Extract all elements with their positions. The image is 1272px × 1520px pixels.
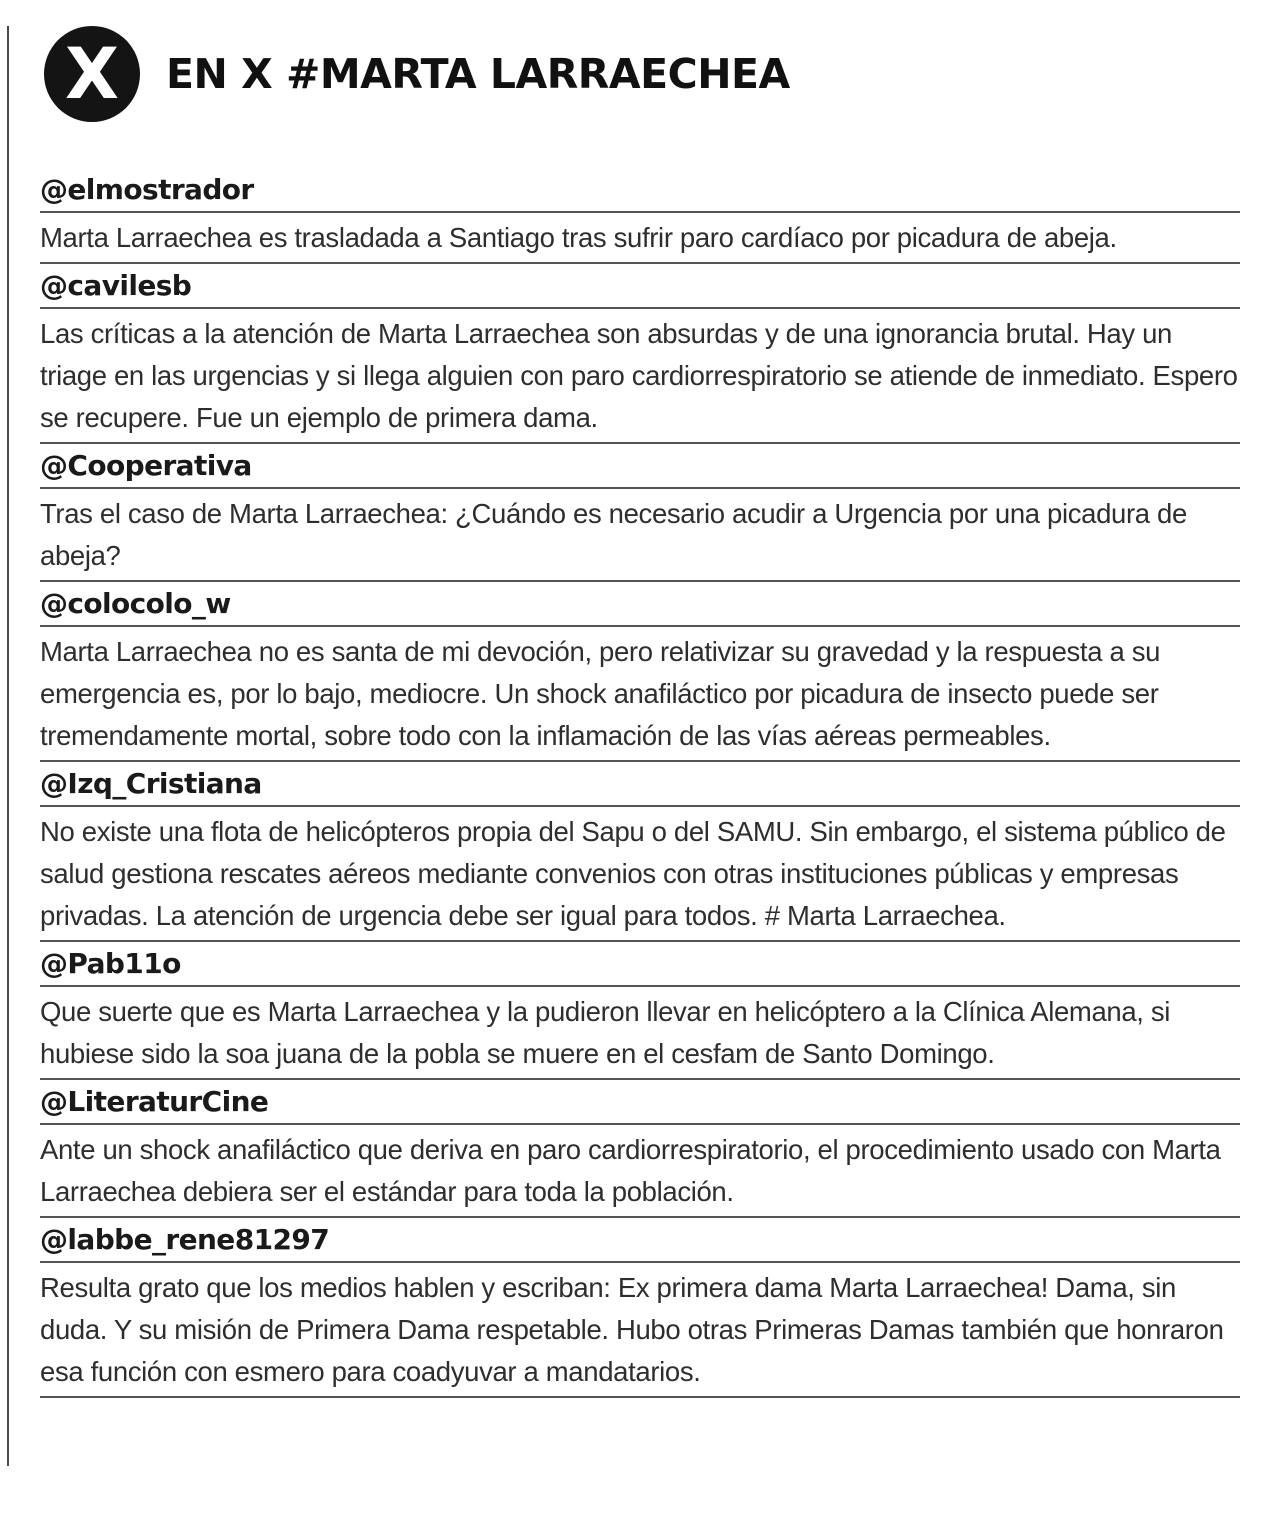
section-title: EN X #MARTA LARRAECHEA: [166, 50, 790, 98]
post-item: [40, 168, 1240, 264]
post-item: [40, 1080, 1240, 1218]
post-list: [40, 168, 1240, 1398]
post-text: Resulta grato que los medios hablen y escriban: Ex primera dama Marta Larraechea! Dama, sin duda. Y su misión de Primera Dama respetable. Hubo otras Primeras Damas también que honraron esa función con esmero para coadyuvar a mandatarios.: [40, 1272, 1224, 1387]
post-item: [40, 582, 1240, 762]
post-item: [40, 444, 1240, 582]
post-handle: @elmostrador: [40, 168, 1240, 213]
post-text: Que suerte que es Marta Larraechea y la pudieron llevar en helicóptero a la Clínica Alemana, si hubiese sido la soa juana de la pobla se muere en el cesfam de Santo Domingo.: [40, 996, 1171, 1069]
post-handle: @Cooperativa: [40, 444, 1240, 489]
left-column-rule: [7, 26, 9, 1466]
post-text: No existe una flota de helicópteros propia del Sapu o del SAMU. Sin embargo, el sistema público de salud gestiona rescates aéreos mediante convenios con otras instituciones públicas y empresas privadas. La atención de urgencia debe ser igual para todos. # Marta Larraechea.: [40, 816, 1226, 931]
section-header: [44, 26, 790, 122]
post-item: [40, 264, 1240, 444]
post-text: Tras el caso de Marta Larraechea: ¿Cuándo es necesario acudir a Urgencia por una picadura de abeja?: [40, 498, 1187, 571]
post-item: [40, 942, 1240, 1080]
post-text: Las críticas a la atención de Marta Larraechea son absurdas y de una ignorancia brutal. Hay un triage en las urgencias y si llega alguien con paro cardiorrespiratorio se atiende de inmediato. Espero se recupere. Fue un ejemplo de primera dama.: [40, 318, 1238, 433]
post-handle: @Izq_Cristiana: [40, 762, 1240, 807]
post-handle: @colocolo_w: [40, 582, 1240, 627]
post-handle: @LiteraturCine: [40, 1080, 1240, 1125]
x-logo-icon: X: [44, 26, 140, 122]
post-item: [40, 762, 1240, 942]
post-item: [40, 1218, 1240, 1398]
post-text: Ante un shock anafiláctico que deriva en paro cardiorrespiratorio, el procedimiento usado con Marta Larraechea debiera ser el estándar para toda la población.: [40, 1134, 1221, 1207]
post-text: Marta Larraechea no es santa de mi devoción, pero relativizar su gravedad y la respuesta a su emergencia es, por lo bajo, mediocre. Un shock anafiláctico por picadura de insecto puede ser tremendamente mortal, sobre todo con la inflamación de las vías aéreas permeables.: [40, 636, 1161, 751]
post-handle: @labbe_rene81297: [40, 1218, 1240, 1263]
post-handle: @cavilesb: [40, 264, 1240, 309]
post-text: Marta Larraechea es trasladada a Santiago tras sufrir paro cardíaco por picadura de abeja.: [40, 222, 1117, 253]
post-handle: @Pab11o: [40, 942, 1240, 987]
